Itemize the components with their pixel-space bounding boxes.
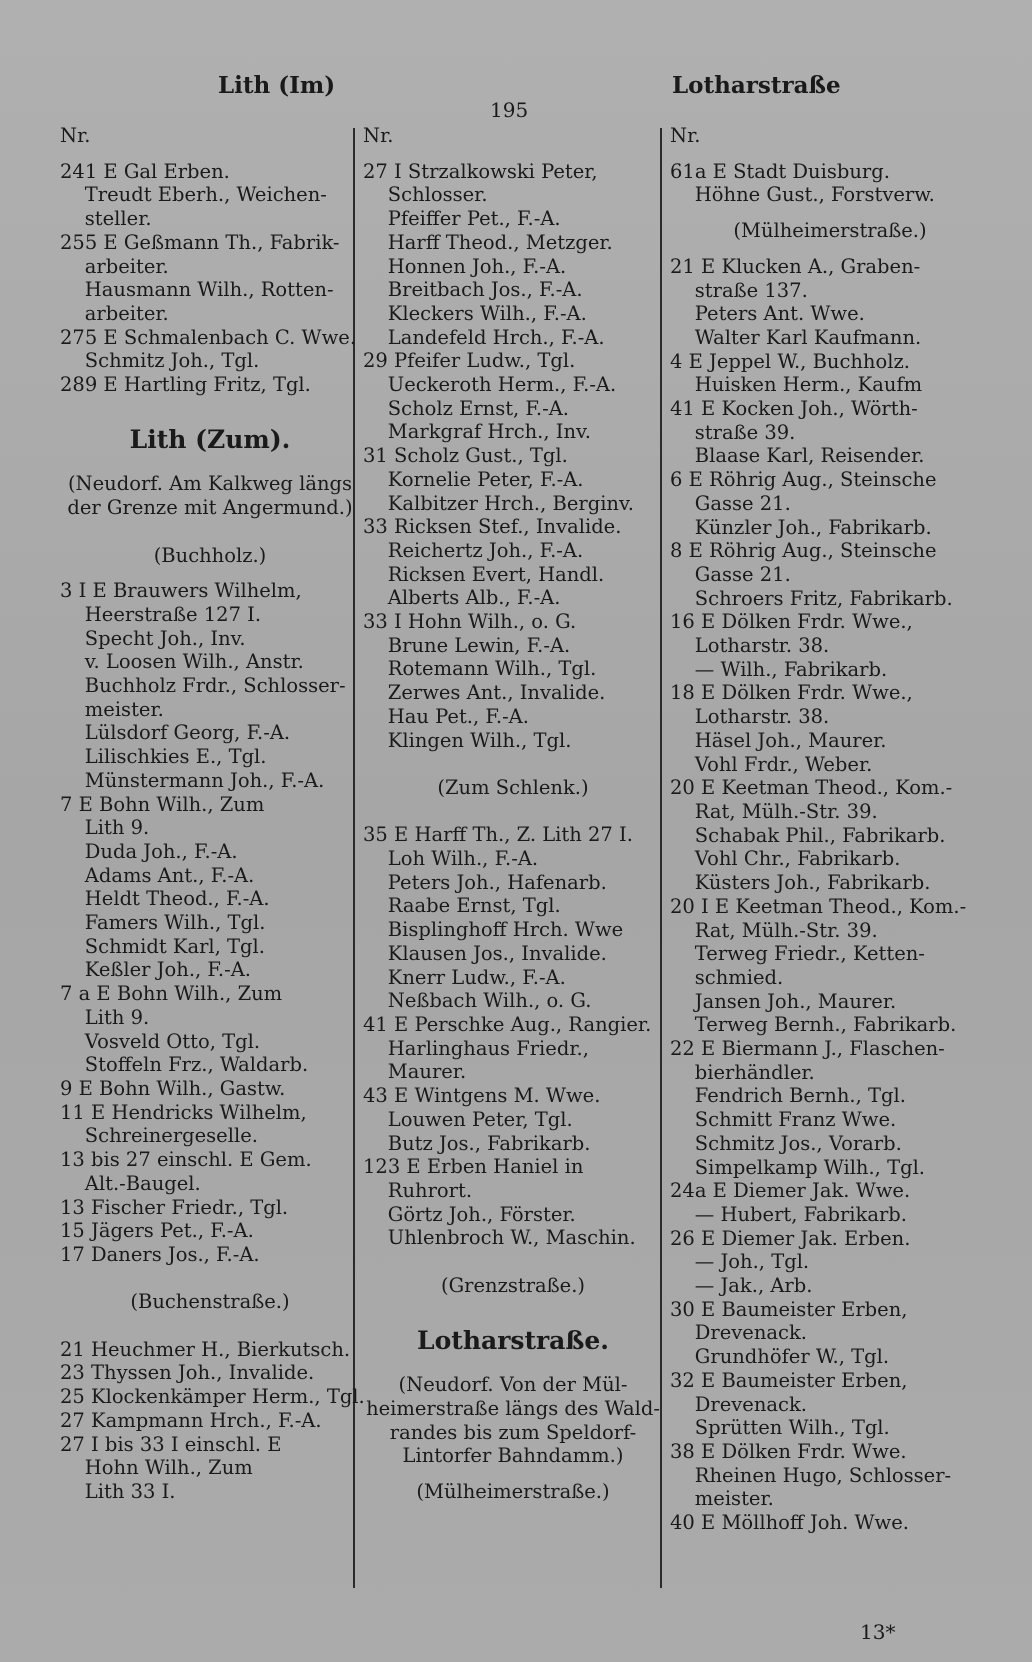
entry-line: Drevenack. (670, 1321, 807, 1345)
entry-line: 9 E Bohn Wilh., Gastw. (60, 1076, 286, 1100)
entry-line: bierhändler. (670, 1060, 815, 1084)
entry-list-c1b (60, 579, 360, 1266)
entry-line: Lülsdorf Georg, F.-A. (60, 721, 291, 745)
entry-line: 17 Daners Jos., F.-A. (60, 1242, 260, 1266)
entry-line: 13 bis 27 einschl. E Gem. (60, 1148, 312, 1172)
entry-line: Zerwes Ant., Invalide. (363, 681, 606, 705)
nr-label: Nr. (363, 124, 394, 147)
entry-line: Ruhrort. (363, 1178, 473, 1202)
entry-line: Lith 33 I. (60, 1479, 176, 1503)
entry-line: 38 E Dölken Frdr. Wwe. (670, 1439, 907, 1463)
entry-line: 61a E Stadt Duisburg. (670, 159, 890, 183)
entry-line: Duda Joh., F.-A. (60, 839, 238, 863)
entry-line: Butz Jos., Fabrikarb. (363, 1131, 591, 1155)
entry-line: arbeiter. (60, 301, 169, 325)
entry-line: 43 E Wintgens M. Wwe. (363, 1084, 601, 1108)
entry-line: v. Loosen Wilh., Anstr. (60, 650, 304, 674)
entry-line: Breitbach Jos., F.-A. (363, 278, 583, 302)
entry-line: Schlosser. (363, 183, 488, 207)
entry-line: Klausen Jos., Invalide. (363, 941, 607, 965)
entry-line: schmied. (670, 965, 784, 989)
entry-line: Adams Ant., F.-A. (60, 863, 255, 887)
column-1 (60, 124, 365, 1504)
entry-line: Landefeld Hrch., F.-A. (363, 325, 605, 349)
entry-line: Markgraf Hrch., Inv. (363, 420, 591, 444)
entry-line: 7 E Bohn Wilh., Zum (60, 792, 265, 816)
entry-line: Heerstraße 127 I. (60, 602, 262, 626)
entry-line: 255 E Geßmann Th., Fabrik- (60, 230, 340, 254)
entry-line: 22 E Biermann J., Flaschen- (670, 1037, 945, 1061)
entry-line: 123 E Erben Haniel in (363, 1155, 584, 1179)
entry-line: Kalbitzer Hrch., Berginv. (363, 491, 634, 515)
entry-list-c2b (363, 823, 663, 1250)
entry-line: Schmitz Joh., Tgl. (60, 349, 260, 373)
entry-line: — Hubert, Fabrikarb. (670, 1202, 907, 1226)
entry-line: Pfeiffer Pet., F.-A. (363, 207, 561, 231)
entry-line: — Joh., Tgl. (670, 1250, 810, 1274)
entry-line: 16 E Dölken Frdr. Wwe., (670, 610, 913, 634)
header-left: Lith (Im) (218, 72, 336, 99)
entry-line: Jansen Joh., Maurer. (670, 989, 897, 1013)
entry-line: Ueckeroth Herm., F.-A. (363, 373, 617, 397)
entry-line: 41 E Perschke Aug., Rangier. (363, 1012, 652, 1036)
entry-line: Görtz Joh., Förster. (363, 1202, 576, 1226)
entry-line: Bisplinghoff Hrch. Wwe (363, 918, 624, 942)
section-intro-line: der Grenze mit Angermund.) (67, 496, 353, 520)
entry-line: 26 E Diemer Jak. Erben. (670, 1226, 911, 1250)
entry-line: Grundhöfer W., Tgl. (670, 1345, 890, 1369)
entry-line: Schabak Phil., Fabrikarb. (670, 823, 946, 847)
subsection-buchholz: (Buchholz.) (153, 543, 267, 567)
entry-line: Heldt Theod., F.-A. (60, 887, 270, 911)
entry-line: Rotemann Wilh., Tgl. (363, 657, 597, 681)
signature-mark: 13* (860, 1620, 896, 1644)
entry-line: Loh Wilh., F.-A. (363, 847, 539, 871)
entry-list-c3b (670, 255, 990, 1535)
subsection-grenzstrasse: (Grenzstraße.) (440, 1273, 586, 1297)
entry-line: Alt.-Baugel. (60, 1171, 201, 1195)
entry-line: Walter Karl Kaufmann. (670, 325, 922, 349)
entry-line: Brune Lewin, F.-A. (363, 633, 571, 657)
subsection-buchenstrasse: (Buchenstraße.) (130, 1290, 290, 1314)
entry-line: 27 I bis 33 I einschl. E (60, 1432, 282, 1456)
entry-line: 4 E Jeppel W., Buchholz. (670, 349, 910, 373)
entry-line: 35 E Harff Th., Z. Lith 27 I. (363, 823, 633, 847)
entry-line: Raabe Ernst, Tgl. (363, 894, 561, 918)
section-intro-line: Lintorfer Bahndamm.) (402, 1444, 624, 1468)
entry-line: Stoffeln Frz., Waldarb. (60, 1053, 309, 1077)
entry-line: Louwen Peter, Tgl. (363, 1107, 573, 1131)
entry-line: Hau Pet., F.-A. (363, 704, 529, 728)
entry-line: 8 E Röhrig Aug., Steinsche (670, 539, 937, 563)
entry-line: Schreinergeselle. (60, 1124, 258, 1148)
entry-line: straße 137. (670, 278, 808, 302)
entry-line: Alberts Alb., F.-A. (363, 586, 561, 610)
entry-line: Lilischkies E., Tgl. (60, 745, 267, 769)
entry-line: Rat, Mülh.-Str. 39. (670, 799, 878, 823)
page-number: 195 (490, 98, 529, 122)
section-intro-line: randes bis zum Speldorf- (389, 1420, 637, 1444)
entry-line: 21 E Klucken A., Graben- (670, 254, 921, 278)
entry-line: 7 a E Bohn Wilh., Zum (60, 982, 283, 1006)
entry-line: 29 Pfeifer Ludw., Tgl. (363, 349, 576, 373)
entry-line: Vosveld Otto, Tgl. (60, 1029, 261, 1053)
entry-line: Schmitz Jos., Vorarb. (670, 1131, 902, 1155)
entry-list-c3a (670, 160, 990, 207)
entry-line: Vohl Frdr., Weber. (670, 752, 873, 776)
entry-line: 20 I E Keetman Theod., Kom.- (670, 894, 967, 918)
entry-line: Rheinen Hugo, Schlosser- (670, 1463, 952, 1487)
entry-line: Buchholz Frdr., Schlosser- (60, 674, 346, 698)
entry-line: Küsters Joh., Fabrikarb. (670, 871, 931, 895)
entry-line: Scholz Ernst, F.-A. (363, 396, 569, 420)
nr-label: Nr. (60, 124, 91, 147)
entry-line: meister. (60, 697, 164, 721)
entry-line: Honnen Joh., F.-A. (363, 254, 567, 278)
entry-line: Schmitt Franz Wwe. (670, 1108, 897, 1132)
section-intro-line: (Neudorf. Von der Mül- (398, 1373, 628, 1397)
entry-line: 20 E Keetman Theod., Kom.- (670, 776, 953, 800)
entry-line: arbeiter. (60, 254, 169, 278)
entry-line: Keßler Joh., F.-A. (60, 958, 251, 982)
entry-line: 18 E Dölken Frdr. Wwe., (670, 681, 913, 705)
entry-list-c2a (363, 160, 663, 753)
entry-line: Lotharstr. 38. (670, 634, 830, 658)
header-right: Lotharstraße (672, 72, 841, 99)
entry-line: 23 Thyssen Joh., Invalide. (60, 1361, 315, 1385)
subsection-muelheimerstrasse: (Mülheimerstraße.) (416, 1479, 610, 1503)
nr-label: Nr. (670, 124, 701, 147)
entry-line: Vohl Chr., Fabrikarb. (670, 847, 901, 871)
entry-line: 24a E Diemer Jak. Wwe. (670, 1179, 911, 1203)
entry-line: 11 E Hendricks Wilhelm, (60, 1100, 307, 1124)
entry-line: Schroers Fritz, Fabrikarb. (670, 586, 953, 610)
entry-line: 31 Scholz Gust., Tgl. (363, 444, 568, 468)
column-3 (670, 124, 990, 1535)
entry-line: Maurer. (363, 1060, 467, 1084)
entry-line: Uhlenbroch W., Maschin. (363, 1226, 636, 1250)
entry-line: Hausmann Wilh., Rotten- (60, 278, 334, 302)
entry-line: 289 E Hartling Fritz, Tgl. (60, 373, 311, 397)
entry-line: straße 39. (670, 420, 796, 444)
entry-line: Neßbach Wilh., o. G. (363, 989, 592, 1013)
subsection-muelheimerstrasse: (Mülheimerstraße.) (733, 219, 927, 243)
entry-line: Sprütten Wilh., Tgl. (670, 1416, 890, 1440)
entry-line: Fendrich Bernh., Tgl. (670, 1084, 906, 1108)
entry-line: Lotharstr. 38. (670, 705, 830, 729)
section-title-lotharstrasse: Lotharstraße. (417, 1326, 609, 1356)
section-title-lith-zum: Lith (Zum). (129, 425, 291, 455)
entry-line: 13 Fischer Friedr., Tgl. (60, 1195, 289, 1219)
entry-line: 27 I Strzalkowski Peter, (363, 159, 598, 183)
entry-line: Terweg Friedr., Ketten- (670, 942, 925, 966)
section-intro-line: heimerstraße längs des Wald- (366, 1396, 660, 1420)
entry-line: Höhne Gust., Forstverw. (670, 183, 935, 207)
entry-line: — Wilh., Fabrikarb. (670, 657, 888, 681)
entry-line: Rat, Mülh.-Str. 39. (670, 918, 878, 942)
entry-line: 6 E Röhrig Aug., Steinsche (670, 468, 937, 492)
entry-line: Simpelkamp Wilh., Tgl. (670, 1155, 926, 1179)
entry-line: Blaase Karl, Reisender. (670, 444, 925, 468)
entry-line: Harlinghaus Friedr., (363, 1036, 589, 1060)
entry-line: 25 Klockenkämper Herm., Tgl. (60, 1385, 365, 1409)
column-2 (363, 124, 663, 1504)
entry-line: Peters Joh., Hafenarb. (363, 870, 607, 894)
entry-line: 41 E Kocken Joh., Wörth- (670, 397, 918, 421)
entry-line: Gasse 21. (670, 491, 791, 515)
entry-line: 40 E Möllhoff Joh. Wwe. (670, 1511, 909, 1535)
entry-line: Kornelie Peter, F.-A. (363, 467, 584, 491)
entry-line: Ricksen Evert, Handl. (363, 562, 605, 586)
entry-line: 33 Ricksen Stef., Invalide. (363, 515, 622, 539)
entry-line: 33 I Hohn Wilh., o. G. (363, 610, 577, 634)
entry-line: Schmidt Karl, Tgl. (60, 934, 265, 958)
entry-line: meister. (670, 1487, 774, 1511)
entry-line: Drevenack. (670, 1392, 807, 1416)
entry-line: Gasse 21. (670, 562, 791, 586)
entry-line: Künzler Joh., Fabrikarb. (670, 515, 932, 539)
entry-line: 27 Kampmann Hrch., F.-A. (60, 1408, 322, 1432)
entry-line: Reichertz Joh., F.-A. (363, 538, 584, 562)
entry-line: 275 E Schmalenbach C. Wwe. (60, 325, 357, 349)
entry-line: 3 I E Brauwers Wilhelm, (60, 579, 302, 603)
entry-line: 32 E Baumeister Erben, (670, 1368, 908, 1392)
entry-line: Treudt Eberh., Weichen- (60, 183, 327, 207)
entry-line: — Jak., Arb. (670, 1274, 813, 1298)
entry-line: 21 Heuchmer H., Bierkutsch. (60, 1337, 351, 1361)
section-intro-line: (Neudorf. Am Kalkweg längs (67, 472, 353, 496)
entry-line: steller. (60, 207, 152, 231)
entry-line: Huisken Herm., Kaufm (670, 373, 923, 397)
entry-line: 30 E Baumeister Erben, (670, 1297, 908, 1321)
entry-list-c1a (60, 160, 360, 397)
entry-line: Klingen Wilh., Tgl. (363, 728, 572, 752)
entry-line: Kleckers Wilh., F.-A. (363, 301, 587, 325)
entry-line: Knerr Ludw., F.-A. (363, 965, 566, 989)
entry-line: Specht Joh., Inv. (60, 626, 246, 650)
entry-line: Lith 9. (60, 816, 150, 840)
entry-line: Peters Ant. Wwe. (670, 302, 865, 326)
entry-line: Lith 9. (60, 1005, 150, 1029)
entry-line: 241 E Gal Erben. (60, 159, 230, 183)
entry-line: Münstermann Joh., F.-A. (60, 768, 325, 792)
entry-line: Häsel Joh., Maurer. (670, 728, 887, 752)
entry-line: Harff Theod., Metzger. (363, 230, 613, 254)
subsection-zum-schlenk: (Zum Schlenk.) (437, 775, 589, 799)
entry-line: 15 Jägers Pet., F.-A. (60, 1219, 254, 1243)
entry-list-c1c (60, 1337, 365, 1504)
entry-line: Hohn Wilh., Zum (60, 1456, 253, 1480)
entry-line: Famers Wilh., Tgl. (60, 911, 266, 935)
entry-line: Terweg Bernh., Fabrikarb. (670, 1013, 957, 1037)
